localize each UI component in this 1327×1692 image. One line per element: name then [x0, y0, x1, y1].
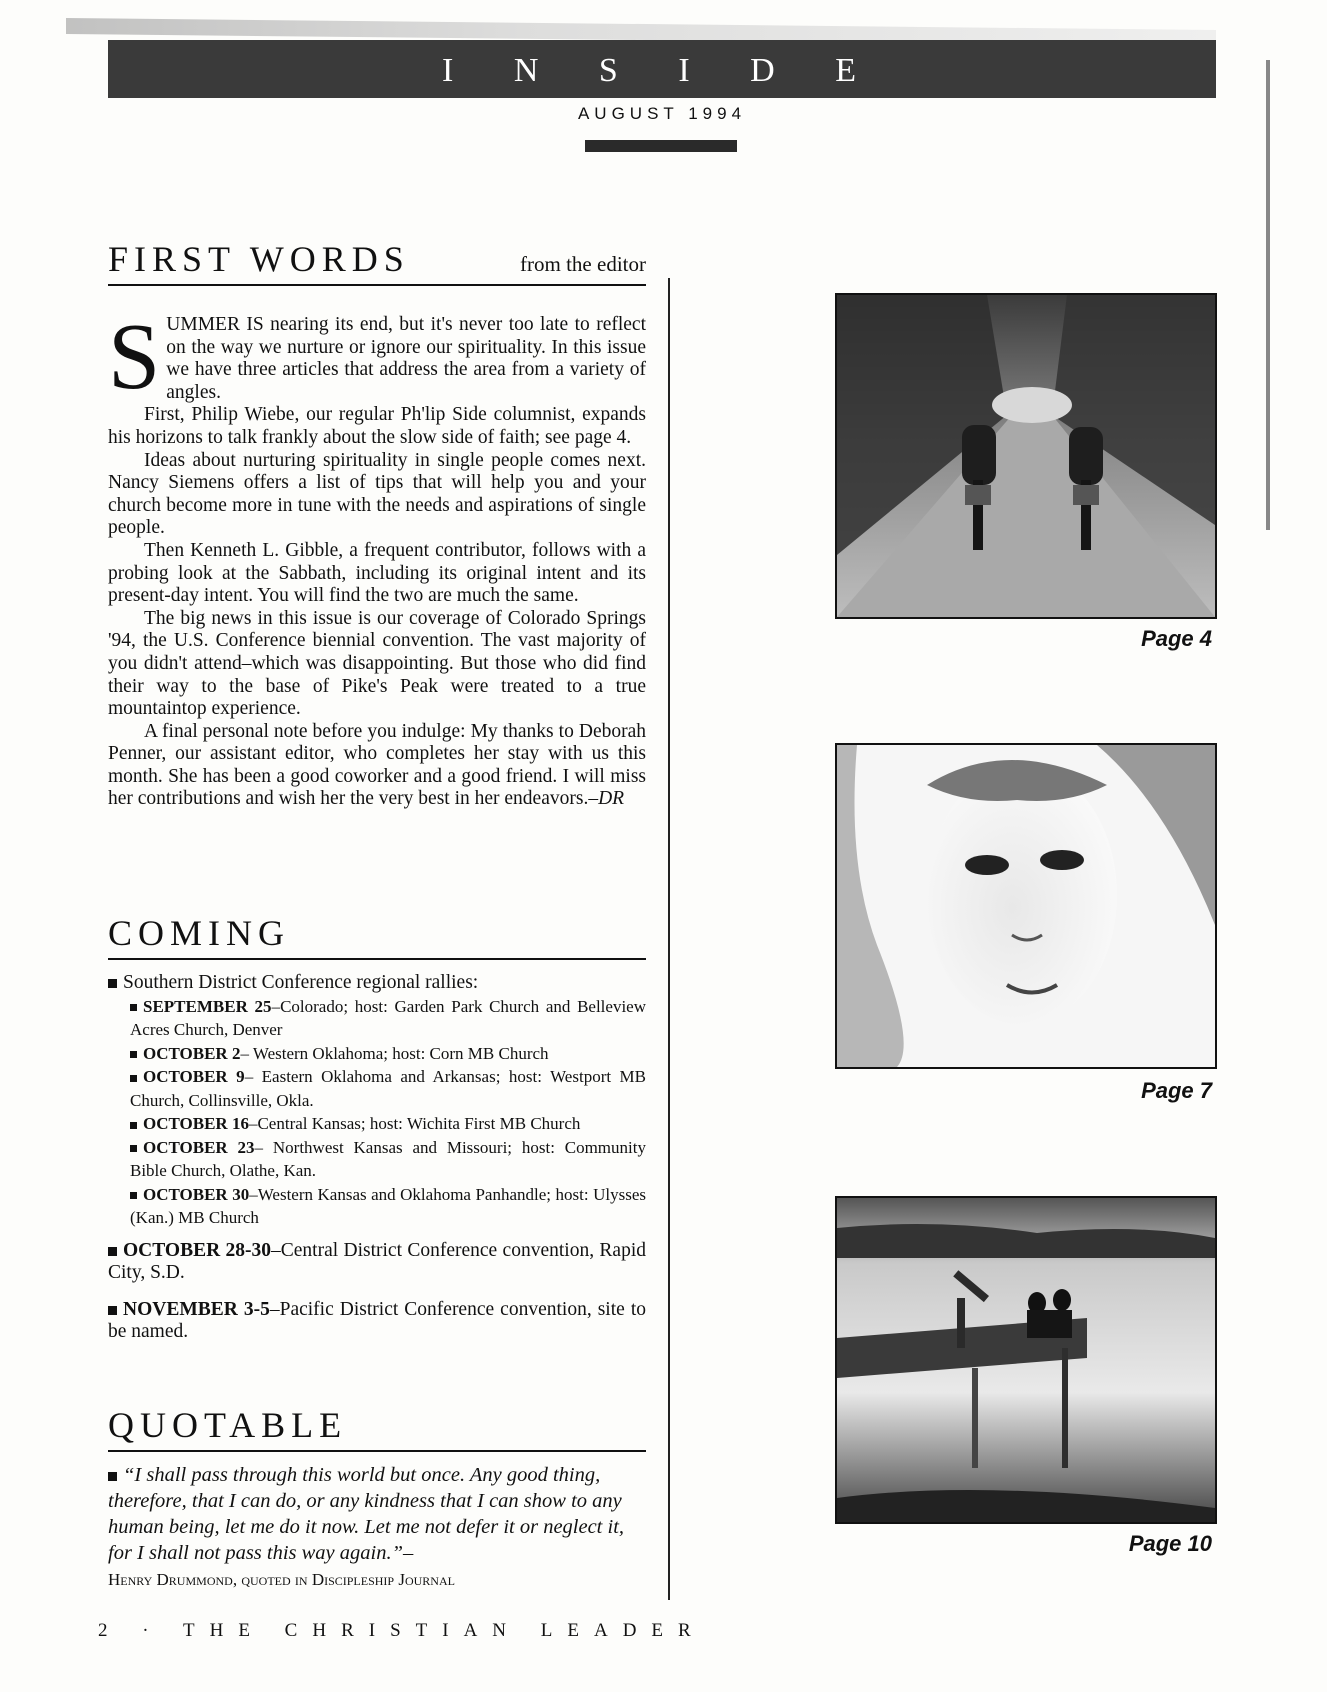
list-item: OCTOBER 2– Western Oklahoma; host: Corn MB Church [130, 1042, 646, 1066]
rallies-intro: Southern District Conference regional rallies: [108, 972, 646, 995]
page-footer [98, 1620, 706, 1642]
quotable-heading [108, 1404, 646, 1452]
lead-caps: UMMER IS [166, 314, 264, 335]
coming-heading [108, 912, 646, 960]
list-item: OCTOBER 28-30–Central District Conference convention, Rapid City, S.D. [108, 1239, 646, 1284]
first-words-heading [108, 238, 646, 286]
page-edge [1266, 60, 1270, 530]
editorial-paragraph: First, Philip Wiebe, our regular Ph'lip Side columnist, expands his horizons to talk frankly about the slow side of faith; see page 4. [108, 404, 646, 448]
bullet-icon [108, 979, 117, 988]
bullet-icon [108, 1247, 117, 1256]
bullet-icon [130, 1004, 137, 1011]
dock-image [837, 1198, 1215, 1522]
editorial-paragraph: A final personal note before you indulge: My thanks to Deborah Penner, our assistant editor, who completes her stay with us this month. She has been a good coworker and a good friend. I will miss her contributions and wish her the very best in her endeavors.–DR [108, 720, 646, 810]
quote-attribution: Henry Drummond, quoted in [108, 1570, 312, 1589]
editorial-paragraph: Then Kenneth L. Gibble, a frequent contributor, follows with a probing look at the Sabbath, including its original intent and its present-day intent. You will find the two are much the same. [108, 539, 646, 607]
list-item: SEPTEMBER 25–Colorado; host: Garden Park Church and Belleview Acres Church, Denver [130, 996, 646, 1040]
list-item: OCTOBER 16–Central Kansas; host: Wichita First MB Church [130, 1112, 646, 1136]
quote-text: “I shall pass through this world but once. Any good thing, therefore, that I can do, or any kindness that I can show to any human being, let me do it now. Let me not defer it or neglect it, for I shall not pass this way again.”– Henry Drummond, quoted in Discipleship Journal [108, 1464, 625, 1589]
list-item: OCTOBER 30–Western Kansas and Oklahoma Panhandle; host: Ulysses (Kan.) MB Church [130, 1184, 646, 1228]
bullet-icon [108, 1306, 117, 1315]
bullet-icon [130, 1075, 137, 1082]
header-title: I N S I D E [442, 52, 882, 89]
editorial-text [108, 305, 646, 811]
editorial-paragraph: The big news in this issue is our coverage of Colorado Springs '94, the U.S. Conference biennial convention. The vast majority of you didn't attend–which was disappointing. But those who did find their way to the base of Pike's Peak were treated to a true mountaintop experience. [108, 607, 646, 720]
bullet-icon [130, 1122, 137, 1129]
coming-section [108, 912, 646, 1344]
editorial-paragraph: SUMMER IS nearing its end, but it's never too late to reflect on the way we nurture or ignore our spirituality. In this issue we have three articles that address the area from a variety of angles. [108, 305, 646, 409]
photo-caption: Page 4 [1141, 626, 1212, 651]
bullet-icon [130, 1145, 137, 1152]
list-item: OCTOBER 23– Northwest Kansas and Missouri; host: Community Bible Church, Olathe, Kan. [130, 1137, 646, 1181]
photo-cyclists [835, 293, 1217, 619]
first-words-section [108, 238, 646, 811]
photo-caption: Page 7 [1141, 1078, 1212, 1103]
column-divider [668, 278, 670, 1600]
date-underline [585, 140, 737, 152]
bullet-icon [130, 1051, 137, 1058]
editorial-paragraph: Ideas about nurturing spirituality in single people comes next. Nancy Siemens offers a list of tips that will help you and your church become more in tune with the needs and aspirations of single people. [108, 449, 646, 539]
editor-signature: –DR [588, 788, 625, 810]
issue-date: AUGUST 1994 [577, 104, 747, 123]
events-list [108, 972, 646, 1344]
list-item: OCTOBER 9– Eastern Oklahoma and Arkansas; host: Westport MB Church, Collinsville, Okla. [130, 1067, 646, 1110]
photo-woman [835, 743, 1217, 1069]
photo-dock [835, 1196, 1217, 1524]
rally-list [108, 995, 646, 1230]
magazine-name: THE CHRISTIAN LEADER [183, 1620, 706, 1641]
bullet-icon [108, 1472, 117, 1481]
page-number: 2 [98, 1620, 123, 1641]
quotable-title: QUOTABLE [108, 1405, 348, 1445]
first-words-title: FIRST WORDS [108, 239, 410, 279]
cyclists-image [837, 295, 1215, 617]
portrait-image [837, 745, 1215, 1067]
bullet-icon [130, 1192, 137, 1199]
quotable-section [108, 1404, 646, 1593]
photo-caption: Page 10 [1128, 1531, 1212, 1556]
coming-title: COMING [108, 913, 291, 953]
footer-separator: · [142, 1620, 164, 1641]
first-words-subtitle: from the editor [520, 252, 646, 276]
drop-cap: S [108, 305, 161, 409]
quote-source: Discipleship Journal [311, 1570, 455, 1589]
list-item: NOVEMBER 3-5–Pacific District Conference convention, site to be named. [108, 1298, 646, 1343]
